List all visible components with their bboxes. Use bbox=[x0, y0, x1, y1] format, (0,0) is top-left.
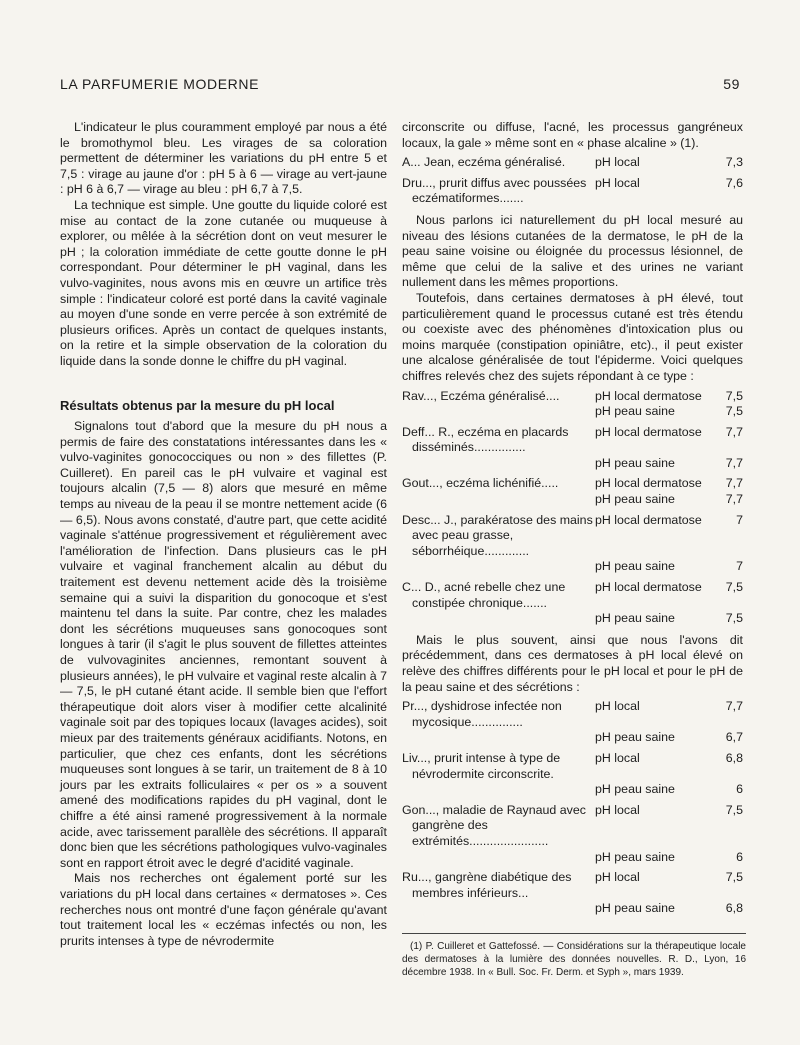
ph-value: 7,7 bbox=[725, 455, 743, 470]
case-description bbox=[402, 901, 595, 917]
case-row bbox=[402, 456, 743, 472]
case-description: Gout..., eczéma lichénifié..... bbox=[402, 476, 559, 491]
ph-value: 7 bbox=[736, 559, 743, 574]
case-row bbox=[402, 730, 743, 746]
section-heading: Résultats obtenus par la mesure du pH local bbox=[60, 397, 335, 413]
right-column bbox=[402, 120, 746, 979]
case-row bbox=[402, 611, 743, 627]
case-entry bbox=[402, 176, 743, 207]
ph-label: pH peau saine bbox=[595, 782, 675, 797]
case-row bbox=[402, 559, 743, 575]
ph-label: pH local bbox=[595, 802, 640, 817]
case-description bbox=[402, 782, 595, 798]
case-row bbox=[402, 870, 743, 901]
paragraph: Nous parlons ici naturellement du pH local mesuré au niveau des lésions cutanées de la dermatose, le pH de la peau saine voisine ou éloignée du processus lésionnel, de même que celui de la salive et des urines ne variant nullement dans les mêmes proportions. bbox=[402, 212, 743, 290]
paragraph: Mais le plus souvent, ainsi que nous l'avons dit précédemment, dans ces dermatoses à pH local élevé on relève des chiffres différents pour le pH local et pour le pH de la peau saine et des sécrétions : bbox=[402, 632, 743, 694]
paragraph: L'indicateur le plus couramment employé par nous a été le bromothymol bleu. Les virages de sa coloration permettent de déterminer les variations du pH entre 5 et 7,5 : virage au jaune d'or : pH 5 à 6 — virage au vert-jaune : pH 6 à 6,7 — virage au bleu : pH 6,7 à 7,5. bbox=[60, 120, 387, 197]
case-description: Pr..., dyshidrose infectée non mycosique............... bbox=[402, 699, 562, 729]
case-entry bbox=[402, 389, 743, 420]
case-row bbox=[402, 782, 743, 798]
case-description bbox=[402, 730, 595, 746]
paragraph-continued: circonscrite ou diffuse, l'acné, les processus gangréneux locaux, la gale » même sont en « phase alcaline » (1). bbox=[402, 120, 743, 150]
case-list-intro bbox=[402, 155, 743, 207]
ph-value: 7 bbox=[736, 512, 743, 527]
ph-label: pH local dermatose bbox=[595, 580, 702, 595]
case-row bbox=[402, 176, 743, 207]
ph-label: pH peau saine bbox=[595, 611, 675, 626]
ph-value: 7,5 bbox=[725, 388, 743, 403]
ph-value: 6,8 bbox=[725, 750, 743, 765]
paragraph: Signalons tout d'abord que la mesure du pH nous a permis de faire des constatations intéressantes dans les « vulvo-vaginites gonococciques ou non » des fillettes (P. Cuilleret). En pareil cas le pH vulvaire et vaginal est toujours alcalin (7,5 — 8) alors que mesuré en même temps au niveau de la peau il se montre nettement acide (6 — 6,5). Nous avons constaté, d'autre part, que cette acidité vaginale s'atténue progressivement et régulièrement avec l'amélioration de l'infection. Dans plusieurs cas le pH vulvaire et vaginal franchement alcalin au début du traitement est devenu nettement acide dès la troisième semaine qui a suivi la disparition du gonocoque et s'est maintenu tel dans la suite. Par contre, chez les malades dont les sécrétions muqueuses sans gonocoques sont longues à tarir (il s'agit le plus souvent de fillettes atteintes de vulvovaginites anciennes, remontant souvent à plusieurs années), le pH vulvaire et vaginal reste alcalin à 7 — 7,5, le pH cutané étant acide. Il semble bien que l'effort thérapeutique doit alors viser à modifier cette alcalinité vaginale soit par des topiques locaux (lavages acides), soit mieux par des traitements généraux acidifiants. Notons, en particulier, que chez ces enfants, dont les sécrétions muqueuses sont longues à se tarir, un traitement de 8 à 10 jours par les extraits folliculaires « per os » a souvent amené des modifications rapides du pH vaginal, dont le chiffre a été ainsi ramené progressivement à la normale acide, avec tarissement parallèle des sécrétions. Il apparaît donc bien que les sécrétions pathologiques vulvo-vaginales sont en rapport étroit avec le degré d'acidité vaginale. bbox=[60, 419, 387, 870]
ph-label: pH peau saine bbox=[595, 559, 675, 574]
ph-value: 6,8 bbox=[725, 901, 743, 916]
case-entry bbox=[402, 751, 743, 798]
ph-label: pH peau saine bbox=[595, 404, 675, 419]
ph-label: pH peau saine bbox=[595, 901, 675, 916]
case-entry bbox=[402, 580, 743, 627]
ph-value: 6 bbox=[736, 782, 743, 797]
case-entry bbox=[402, 870, 743, 917]
case-description: Ru..., gangrène diabétique des membres inférieurs... bbox=[402, 870, 572, 900]
ph-label: pH local bbox=[595, 699, 640, 714]
case-row bbox=[402, 751, 743, 782]
ph-value: 7,7 bbox=[725, 424, 743, 439]
paragraph: Mais nos recherches ont également porté sur les variations du pH local dans certaines « dermatoses ». Ces recherches nous ont montré d'une façon générale qu'avant tout traitement local les « eczémas infectés ou non, les prurits intenses à type de névrodermite bbox=[60, 871, 387, 948]
case-row bbox=[402, 425, 743, 456]
ph-label: pH local bbox=[595, 155, 640, 170]
case-description: C... D., acné rebelle chez une constipée chronique....... bbox=[402, 580, 566, 610]
ph-label: pH peau saine bbox=[595, 455, 675, 470]
case-entry bbox=[402, 513, 743, 575]
ph-value: 7,5 bbox=[725, 611, 743, 626]
ph-value: 7,5 bbox=[725, 802, 743, 817]
case-row bbox=[402, 476, 743, 492]
case-description bbox=[402, 492, 595, 508]
page-number: 59 bbox=[723, 76, 740, 92]
ph-label: pH peau saine bbox=[595, 849, 675, 864]
case-entry bbox=[402, 476, 743, 507]
case-row bbox=[402, 580, 743, 611]
footnote-text: (1) P. Cuilleret et Gattefossé. — Considérations sur la thérapeutique locale des dermatoses à la lumière des données nouvelles. R. D., Lyon, 16 décembre 1938. In « Bull. Soc. Fr. Derm. et Syph », mars 1939. bbox=[402, 940, 746, 978]
case-row bbox=[402, 850, 743, 866]
ph-label: pH local dermatose bbox=[595, 476, 702, 491]
case-description bbox=[402, 559, 595, 575]
ph-value: 7,5 bbox=[725, 580, 743, 595]
case-description: Dru..., prurit diffus avec poussées eczématiformes....... bbox=[402, 175, 587, 206]
case-row bbox=[402, 404, 743, 420]
case-description bbox=[402, 456, 595, 472]
case-row bbox=[402, 901, 743, 917]
ph-label: pH local bbox=[595, 175, 640, 190]
paragraph: Toutefois, dans certaines dermatoses à pH élevé, tout particulièrement quand le processus cutané est très étendu ou coexiste avec des phénomènes d'intoxication plus ou moins marquée (constipation opiniâtre, etc)., il peut exister une alcalose généralisée de tout l'épiderme. Voici quelques chiffres relevés chez des sujets répondant à ce type : bbox=[402, 290, 743, 383]
ph-label: pH local dermatose bbox=[595, 512, 702, 527]
case-description: Desc... J., parakératose des mains avec peau grasse, séborrhéique............. bbox=[402, 512, 593, 558]
ph-value: 6,7 bbox=[725, 730, 743, 745]
case-list-different bbox=[402, 699, 743, 917]
paragraph: La technique est simple. Une goutte du liquide coloré est mise au contact de la zone cutanée ou muqueuse à explorer, ou mêlée à la sécrétion dont on veut mesurer le pH ; la coloration immédiate de cette goutte donne le pH correspondant. Pour déterminer le pH vaginal, dans les vulvo-vaginites, nous avons mis en œuvre un artifice très simple : l'indicateur coloré est porté dans la cavité vaginale au moyen d'une sonde en verre percée à son extrémité de plusieurs orifices. Après un contact de quelques instants, on la retire et la simple observation de la coloration du liquide dans la sonde donne le chiffre du pH vaginal. bbox=[60, 197, 387, 368]
case-description: Rav..., Eczéma généralisé.... bbox=[402, 388, 560, 403]
case-row bbox=[402, 699, 743, 730]
ph-value: 7,7 bbox=[725, 476, 743, 491]
ph-label: pH local dermatose bbox=[595, 388, 702, 403]
ph-value: 7,6 bbox=[725, 175, 743, 190]
case-row bbox=[402, 155, 743, 171]
case-description: Gon..., maladie de Raynaud avec gangrène des extrémités....................... bbox=[402, 802, 586, 848]
case-row bbox=[402, 803, 743, 850]
case-description bbox=[402, 611, 595, 627]
case-entry bbox=[402, 155, 743, 171]
case-description bbox=[402, 850, 595, 866]
case-row bbox=[402, 389, 743, 405]
ph-label: pH peau saine bbox=[595, 730, 675, 745]
case-description: A... Jean, eczéma généralisé. bbox=[402, 155, 566, 170]
left-column bbox=[60, 120, 387, 949]
ph-label: pH local dermatose bbox=[595, 424, 702, 439]
ph-label: pH local bbox=[595, 750, 640, 765]
case-row bbox=[402, 513, 743, 560]
ph-value: 7,3 bbox=[725, 155, 743, 170]
case-list-dermatose bbox=[402, 389, 743, 627]
ph-value: 7,7 bbox=[725, 492, 743, 507]
journal-title: LA PARFUMERIE MODERNE bbox=[60, 76, 260, 92]
case-entry bbox=[402, 699, 743, 746]
case-description bbox=[402, 404, 595, 420]
case-description: Deff... R., eczéma en placards disséminés............... bbox=[402, 424, 569, 455]
ph-label: pH peau saine bbox=[595, 492, 675, 507]
case-row bbox=[402, 492, 743, 508]
ph-label: pH local bbox=[595, 870, 640, 885]
ph-value: 7,5 bbox=[725, 870, 743, 885]
case-entry bbox=[402, 425, 743, 472]
case-description: Liv..., prurit intense à type de névrodermite circonscrite. bbox=[402, 750, 561, 781]
ph-value: 6 bbox=[736, 849, 743, 864]
ph-value: 7,7 bbox=[725, 699, 743, 714]
ph-value: 7,5 bbox=[725, 404, 743, 419]
page-header bbox=[60, 76, 740, 92]
case-entry bbox=[402, 803, 743, 865]
footnote bbox=[402, 933, 746, 979]
